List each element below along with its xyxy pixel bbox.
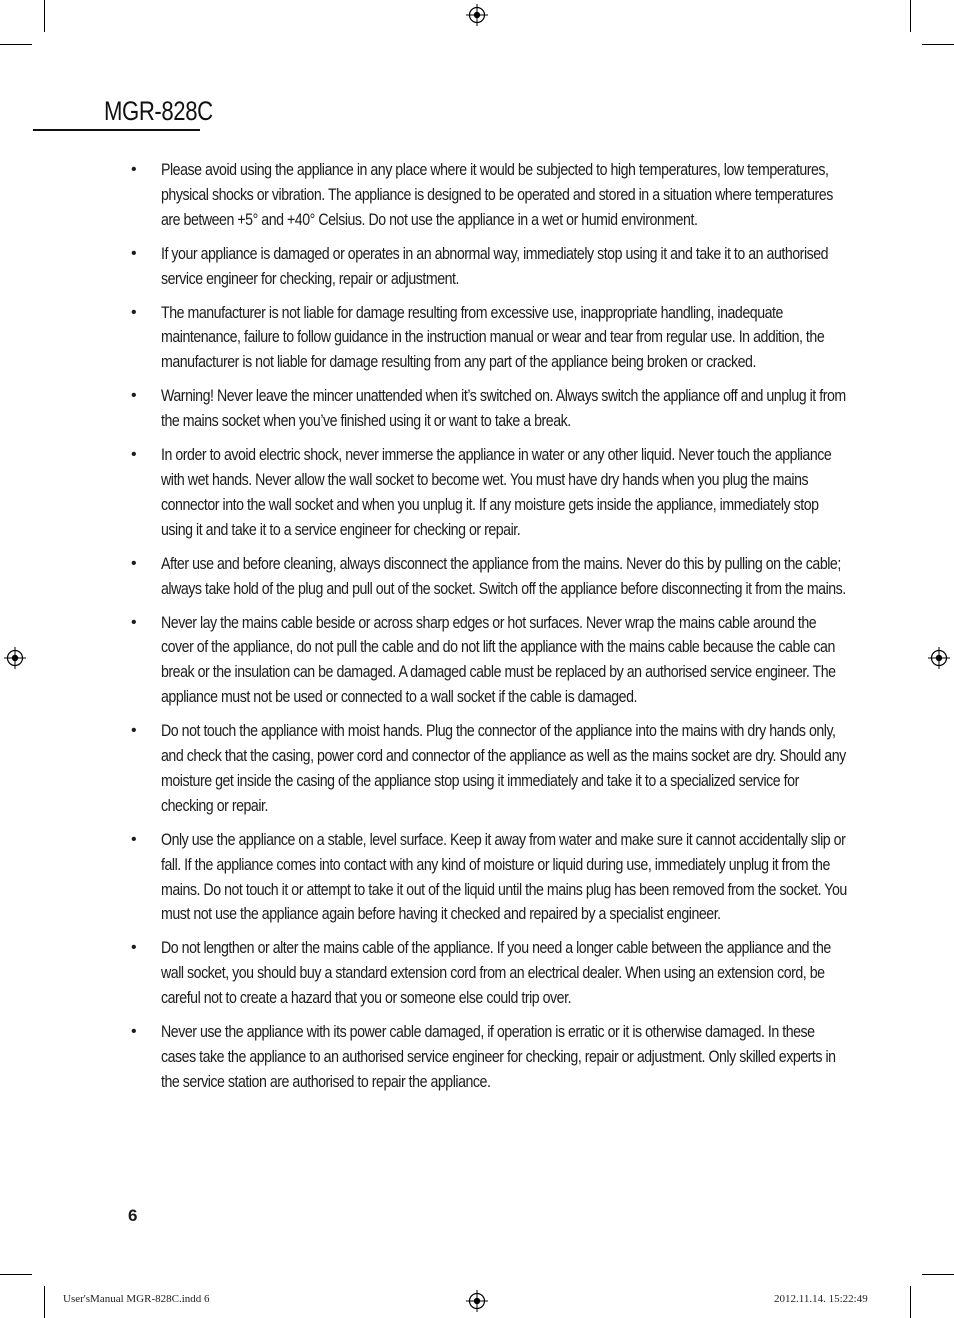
crop-mark-bottom-right-h [922, 1274, 954, 1275]
list-item [131, 719, 851, 819]
list-item [131, 301, 851, 376]
crop-mark-top-left-v [44, 0, 45, 32]
crop-mark-bottom-right-v [910, 1286, 911, 1318]
list-item [131, 158, 851, 233]
crop-mark-bottom-left-v [44, 1286, 45, 1318]
bullet-symbol: • [131, 1023, 137, 1041]
list-item [131, 611, 851, 711]
bullet-symbol: • [131, 244, 137, 262]
bullet-symbol: • [131, 939, 137, 957]
list-item-text: The manufacturer is not liable for damage resulting from excessive use, inappropriate handling, inadequate maintenance, failure to follow guidance in the instruction manual or wear and tear from regular use. In addition, the manufacturer is not liable for damage resulting from any part of the appliance being broken or cracked. [161, 303, 825, 372]
list-item-text: Warning! Never leave the mincer unattended when it’s switched on. Always switch the appliance off and unplug it from the mains socket when you’ve finished using it or want to take a break. [161, 387, 846, 431]
list-item [131, 552, 851, 602]
safety-instructions-list [131, 158, 851, 1104]
bullet-symbol: • [131, 830, 137, 848]
crop-mark-bottom-left-h [0, 1274, 32, 1275]
crop-mark-top-right-h [922, 44, 954, 45]
bullet-symbol: • [131, 446, 137, 464]
slug-filename: User'sManual MGR-828C.indd 6 [63, 1293, 210, 1305]
registration-mark-icon [928, 647, 950, 669]
bullet-symbol: • [131, 387, 137, 405]
list-item [131, 384, 851, 434]
list-item [131, 242, 851, 292]
bullet-symbol: • [131, 722, 137, 740]
list-item-text: In order to avoid electric shock, never immerse the appliance in water or any other liquid. Never touch the appliance with wet hands. Never allow the wall socket to become wet. You must have dry hands when you plug the mains connector into the wall socket and when you unplug it. If any moisture gets inside the appliance, immediately stop using it and take it to a service engineer for checking or repair. [161, 446, 832, 539]
list-item-text: Please avoid using the appliance in any place where it would be subjected to high temperatures, low temperatures, physical shocks or vibration. The appliance is designed to be operated and stored in a situation where temperatures are between +5° and +40° Celsius. Do not use the appliance in a wet or humid environment. [161, 161, 833, 229]
list-item [131, 443, 851, 543]
list-item-text: Only use the appliance on a stable, level surface. Keep it away from water and make sure it cannot accidentally slip or fall. If the appliance comes into contact with any kind of moisture or liquid during use, immediately unplug it from the mains. Do not touch it or attempt to take it out of the liquid until the mains plug has been removed from the socket. You must not use the appliance again before having it checked and repaired by a specialist engineer. [161, 830, 847, 924]
slug-timestamp: 2012.11.14. 15:22:49 [774, 1293, 868, 1305]
header-rule [33, 129, 200, 131]
list-item-text: Do not lengthen or alter the mains cable of the appliance. If you need a longer cable between the appliance and the wall socket, you should buy a standard extension cord from an electrical dealer. When using an extension cord, be careful not to create a hazard that you or someone else could trip over. [161, 939, 831, 1008]
list-item-text: After use and before cleaning, always disconnect the appliance from the mains. Never do this by pulling on the cable; always take hold of the plug and pull out of the socket. Switch off the appliance before disconnecting it from the mains. [161, 554, 846, 598]
crop-mark-top-left-h [0, 44, 32, 45]
registration-mark-icon [466, 4, 488, 26]
list-item-text: If your appliance is damaged or operates in an abnormal way, immediately stop using it and take it to an authorised service engineer for checking, repair or adjustment. [161, 244, 829, 288]
list-item-text: Never lay the mains cable beside or across sharp edges or hot surfaces. Never wrap the mains cable around the cover of the appliance, do not pull the cable and do not lift the appliance with the mains cable because the cable can break or the insulation can be damaged. A damaged cable must be replaced by an authorised service engineer. The appliance must not be used or connected to a wall socket if the cable is damaged. [161, 613, 836, 707]
registration-mark-icon [4, 647, 26, 669]
crop-mark-top-right-v [910, 0, 911, 32]
bullet-symbol: • [131, 613, 137, 631]
list-item [131, 828, 851, 928]
bullet-symbol: • [131, 303, 137, 321]
bullet-symbol: • [131, 554, 137, 572]
bullet-symbol: • [131, 161, 137, 178]
list-item [131, 1020, 851, 1095]
list-item-text: Do not touch the appliance with moist hands. Plug the connector of the appliance into the mains with dry hands only, and check that the casing, power cord and connector of the appliance as well as the mains socket are dry. Should any moisture get inside the casing of the appliance stop using it immediately and take it to a specialized service for checking or repair. [161, 722, 846, 815]
list-item-text: Never use the appliance with its power cable damaged, if operation is erratic or it is otherwise damaged. In these cases take the appliance to an authorised service engineer for checking, repair or adjustment. Only skilled experts in the service station are authorised to repair the appliance. [161, 1023, 836, 1091]
page-number: 6 [128, 1206, 138, 1225]
list-item [131, 936, 851, 1011]
model-title: MGR-828C [104, 96, 213, 126]
registration-mark-icon [466, 1290, 488, 1312]
